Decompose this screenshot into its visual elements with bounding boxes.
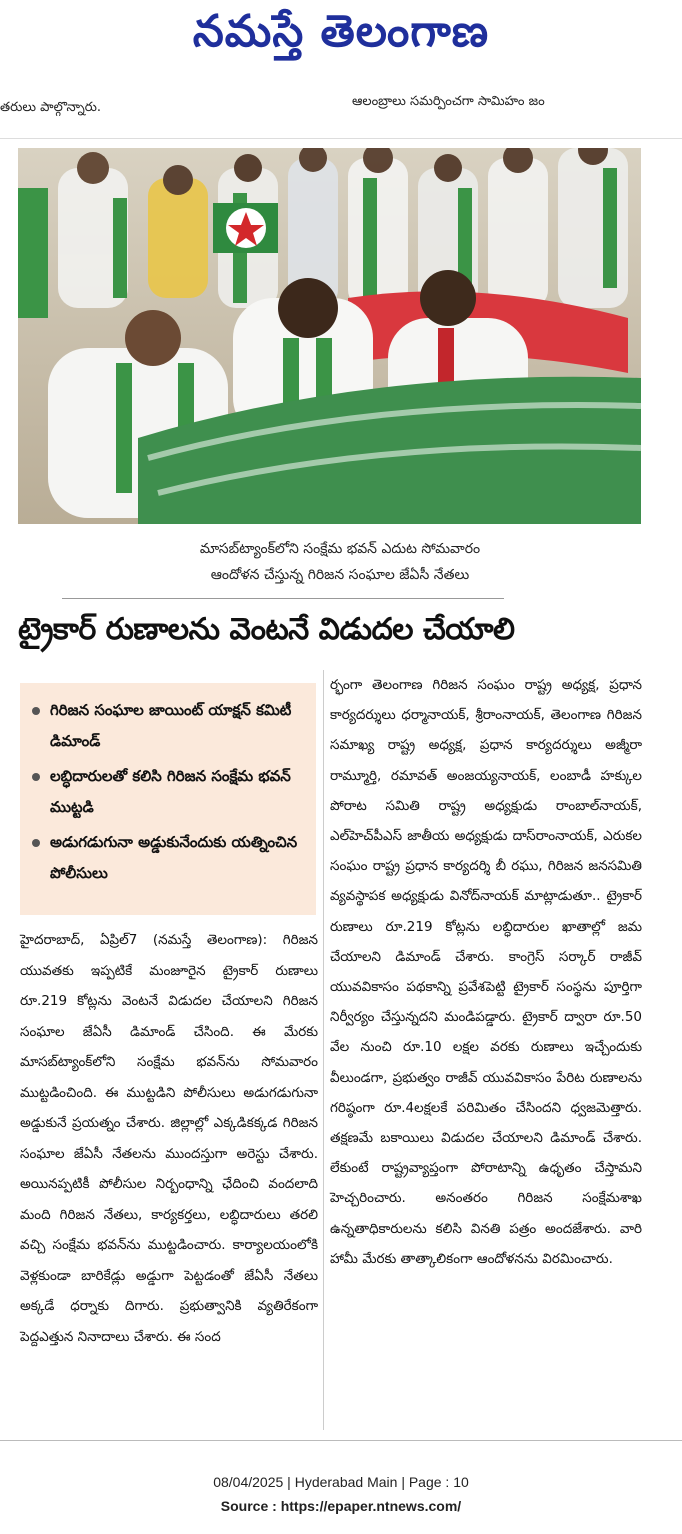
article-body-right-column: ర్భంగా తెలంగాణ గిరిజన సంఘం రాష్ట్ర అధ్యక్ష, ప్రధాన కార్యదర్శులు ధర్మానాయక్‌, శ్రీరాంనాయక్‌, తెలంగాణ గిరిజన సమాఖ్య రాష్ట్ర అధ్యక్ష, ప్రధాన కార్యదర్శులు అజ్మీరా రామ్మూర్తి, రమావత్‌ అంజయ్యనాయక్‌, లంబాడీ హక్కుల పోరాట సమితి రాష్ట్ర అధ్యక్షుడు రాంబాల్‌నాయక్‌, ఎల్‌హెచ్‌పీఎస్‌ జాతీయ అధ్యక్షుడు దాస్‌రాంనాయక్‌, ఎరుకల సంఘం రాష్ట్ర ప్రధాన కార్యదర్శి బీ రఘు, గిరిజన జనసమితి వ్యవస్థాపక అధ్యక్షుడు వినోద్‌నాయక్‌ మాట్లాడుతూ.. ట్రైకార్‌ రుణాలు రూ.219 కోట్లను లబ్ధిదారుల ఖాతాల్లో జమ చేయాలని డిమాండ్‌ చేశారు. కాంగ్రెస్‌ సర్కార్‌ రాజీవ్‌ యువవికాసం పథకాన్ని ప్రవేశపెట్టి ట్రైకార్‌ సంస్థను పూర్తిగా నిర్వీర్యం చేస్తున్నదని మండిపడ్డారు. ట్రైకార్‌ ద్వారా రూ.50 వేల నుంచి రూ.10 లక్షల వరకు రుణాలు ఇచ్చేందుకు వీలుండగా, ప్రభుత్వం రాజీవ్‌ యువవికాసం పేరిట రుణాలను గరిష్ఠంగా రూ.4లక్షలకే పరిమితం చేసిందని ధ్వజమెత్తారు. తక్షణమే బకాయిలు విడుదల చేయాలని డిమాండ్‌ చేశారు. లేకుంటే రాష్ట్రవ్యాప్తంగా పోరాటాన్ని ఉధృతం చేస్తామని హెచ్చరించారు. అనంతరం గిరిజన సంక్షేమశాఖ ఉన్నతాధికారులను కలిసి వినతి పత్రం అందజేశారు. వారి హామీ మేరకు తాత్కాలికంగా ఆందోళనను విరమించారు.: [330, 677, 642, 1267]
protest-photo-illustration: [18, 148, 641, 524]
photo-caption-line1: మాసబ్‌ట్యాంక్‌లోని సంక్షేమ భవన్‌ ఎదుట సోమవారం: [199, 541, 481, 557]
divider: [0, 1440, 682, 1441]
highlight-text: గిరిజన సంఘాల జాయింట్‌ యాక్షన్‌ కమిటీ డిమాండ్‌: [50, 701, 292, 750]
highlight-text: అడుగడుగునా అడ్డుకునేందుకు యత్నించిన పోలీసులు: [50, 833, 298, 882]
article-headline: ట్రైకార్‌ రుణాలను వెంటనే విడుదల చేయాలి: [18, 612, 515, 647]
bullet-icon: [32, 707, 40, 715]
masthead-title: నమస్తే తెలంగాణ: [192, 6, 490, 57]
masthead: [0, 0, 682, 88]
news-photo: [18, 148, 641, 524]
bullet-icon: [32, 773, 40, 781]
top-strip: [0, 92, 682, 128]
footer-source-link[interactable]: Source : https://epaper.ntnews.com/: [220, 1498, 462, 1514]
highlight-item: [30, 761, 306, 823]
photo-caption: [60, 536, 620, 588]
top-strip-left-text: తరులు పాల్గొన్నారు.: [0, 100, 102, 115]
divider: [0, 138, 682, 139]
highlights-box: [20, 683, 316, 915]
top-strip-right-text: ఆలంబ్రాలు సమర్పించగా సామిహం జం: [352, 94, 545, 109]
footer-edition-info: 08/04/2025 | Hyderabad Main | Page : 10: [213, 1474, 469, 1490]
article-body-left-column: హైదరాబాద్‌, ఏప్రిల్‌7 (నమస్తే తెలంగాణ): గిరిజన యువతకు ఇప్పటికే మంజూరైన ట్రైకార్‌ రుణాలు రూ.219 కోట్లను వెంటనే విడుదల చేయాలని గిరిజన సంఘాల జేఏసీ డిమాండ్‌ చేసింది. ఈ మేరకు మాసబ్‌ట్యాంక్‌లోని సంక్షేమ భవన్‌ను సోమవారం ముట్టడించింది. ఈ ముట్టడిని పోలీసులు అడుగడుగునా అడ్డుకునే ప్రయత్నం చేశారు. జిల్లాల్లో ఎక్కడికక్కడ గిరిజన సంఘాల జేఏసీ నేతలను ముందస్తుగా అరెస్టు చేశారు. అయినప్పటికీ పోలీసుల నిర్బంధాన్ని ఛేదించి వందలాది మంది గిరిజన నేతలు, కార్యకర్తలు, లబ్ధిదారులు తరలి వచ్చి సంక్షేమ భవన్‌ను ముట్టడించారు. కార్యాలయంలోకి వెళ్లకుండా బారికేడ్లు అడ్డుగా పెట్టడంతో జేఏసీ నేతలు అక్కడే ధర్నాకు దిగారు. ప్రభుత్వానికి వ్యతిరేకంగా పెద్దఎత్తున నినాదాలు చేశారు. ఈ సంద: [20, 932, 318, 1345]
highlight-text: లబ్ధిదారులతో కలిసి గిరిజన సంక్షేమ భవన్‌ ముట్టడి: [50, 767, 291, 816]
page-footer: [0, 1470, 682, 1518]
highlight-item: [30, 827, 306, 889]
highlight-item: [30, 695, 306, 757]
divider: [62, 598, 504, 599]
column-divider: [323, 670, 324, 1430]
bullet-icon: [32, 839, 40, 847]
photo-caption-line2: ఆందోళన చేస్తున్న గిరిజన సంఘాల జేఏసీ నేతలు: [210, 567, 470, 583]
